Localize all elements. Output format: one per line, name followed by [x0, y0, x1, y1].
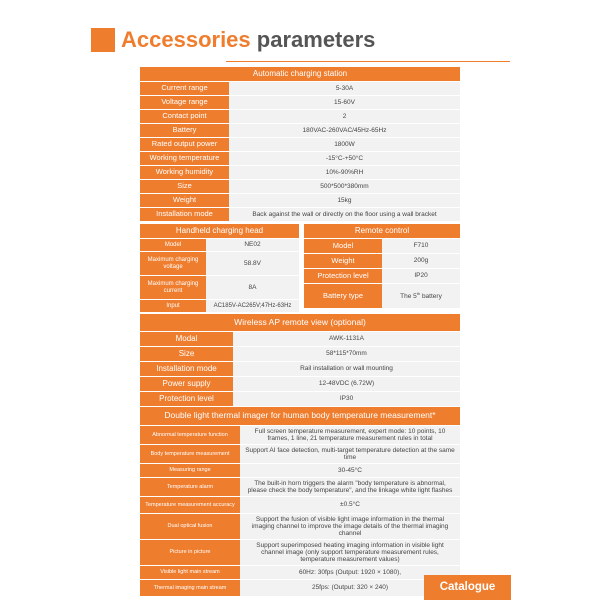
- thermal-value-thermal-stream: 25fps: (Output: 320 × 240): [240, 580, 460, 596]
- thermal-label-accuracy: Temperature measurement accuracy: [140, 497, 240, 513]
- remote-control-table: [304, 223, 460, 309]
- station-value-weight: 15kg: [229, 194, 460, 207]
- handheld-value-model: NE02: [206, 239, 299, 251]
- wireless-value-modal: AWK-1131A: [233, 332, 460, 346]
- thermal-imager-table: [140, 406, 460, 597]
- header-square-decoration: [91, 28, 115, 52]
- station-value-current: 5-30A: [229, 82, 460, 95]
- thermal-value-abnormal-temperature: Full screen temperature measurement, expert mode: 10 points, 10 frames, 1 line, 21 temperature measurement rules in total: [240, 426, 460, 444]
- station-label-power: Rated output power: [140, 138, 229, 151]
- thermal-label-abnormal-temperature: Abnormal temperature function: [140, 426, 240, 444]
- remote-label-protection: Protection level: [304, 269, 382, 283]
- handheld-value-input: AC185V-AC265V;47Hz-63Hz: [206, 300, 299, 312]
- thermal-label-measuring-range: Measuring range: [140, 464, 240, 477]
- remote-label-weight: Weight: [304, 254, 382, 268]
- handheld-label-max-voltage: Maximum charging voltage: [140, 252, 206, 275]
- station-value-installation: Back against the wall or directly on the floor using a wall bracket: [229, 208, 460, 221]
- wireless-ap-table: [140, 313, 460, 407]
- handheld-value-max-current: 8A: [206, 276, 299, 299]
- station-value-contact: 2: [229, 110, 460, 123]
- station-value-power: 1800W: [229, 138, 460, 151]
- wireless-value-size: 58*115*70mm: [233, 347, 460, 361]
- page-title-rest: parameters: [256, 27, 376, 52]
- wireless-ap-title: Wireless AP remote view (optional): [140, 314, 460, 331]
- station-value-voltage: 15-60V: [229, 96, 460, 109]
- thermal-label-temperature-alarm: Temperature alarm: [140, 478, 240, 496]
- thermal-label-thermal-stream: Thermal imaging main stream: [140, 580, 240, 596]
- remote-label-battery: Battery type: [304, 284, 382, 308]
- thermal-label-picture-in-picture: Picture in picture: [140, 540, 240, 565]
- wireless-label-size: Size: [140, 347, 233, 361]
- station-label-weight: Weight: [140, 194, 229, 207]
- page-title: [121, 27, 375, 53]
- thermal-value-accuracy: ±0.5°C: [240, 497, 460, 513]
- remote-label-model: Model: [304, 239, 382, 253]
- thermal-label-visible-stream: Visible light main stream: [140, 566, 240, 579]
- station-label-contact: Contact point: [140, 110, 229, 123]
- station-label-voltage: Voltage range: [140, 96, 229, 109]
- thermal-imager-title: Double light thermal imager for human body temperature measurement*: [140, 407, 460, 425]
- station-label-battery: Battery: [140, 124, 229, 137]
- thermal-label-dual-optical-fusion: Dual optical fusion: [140, 514, 240, 539]
- thermal-value-visible-stream: 60Hz: 30fps (Output: 1920 × 1080),: [240, 566, 460, 579]
- station-value-temperature: -15°C-+50°C: [229, 152, 460, 165]
- handheld-head-title: Handheld charging head: [140, 224, 299, 238]
- station-label-size: Size: [140, 180, 229, 193]
- station-label-humidity: Working humidity: [140, 166, 229, 179]
- remote-value-model: F710: [382, 239, 460, 253]
- remote-value-protection: IP20: [382, 269, 460, 283]
- remote-battery-text-pre: The 5: [400, 292, 417, 300]
- handheld-label-max-current: Maximum charging current: [140, 276, 206, 299]
- remote-battery-text-post: battery: [420, 292, 442, 300]
- thermal-value-temperature-alarm: The built-in horn triggers the alarm "body temperature is abnormal, please check the body temperature", and the linkage white light flashes: [240, 478, 460, 496]
- station-label-current: Current range: [140, 82, 229, 95]
- station-value-battery: 180VAC-260VAC/45Hz-65Hz: [229, 124, 460, 137]
- page-title-accent: Accessories: [121, 27, 251, 52]
- handheld-value-max-voltage: 58.8V: [206, 252, 299, 275]
- remote-battery-text-sup: th: [416, 290, 421, 296]
- station-label-installation: Installation mode: [140, 208, 229, 221]
- remote-value-weight: 200g: [382, 254, 460, 268]
- handheld-label-model: Model: [140, 239, 206, 251]
- handheld-head-table: [140, 223, 299, 313]
- thermal-value-dual-optical-fusion: Support the fusion of visible light image information in the thermal imaging channel to improve the image details of the thermal imaging channel: [240, 514, 460, 539]
- wireless-label-modal: Modal: [140, 332, 233, 346]
- charging-station-title: Automatic charging station: [140, 67, 460, 81]
- wireless-value-power: 12-48VDC (6.72W): [233, 377, 460, 391]
- wireless-label-protection: Protection level: [140, 392, 233, 406]
- header-rule: [226, 61, 510, 62]
- wireless-label-power: Power supply: [140, 377, 233, 391]
- thermal-label-body-temperature: Body temperature measurement: [140, 445, 240, 463]
- thermal-value-body-temperature: Support AI face detection, multi-target temperature detection at the same time: [240, 445, 460, 463]
- wireless-value-protection: IP30: [233, 392, 460, 406]
- charging-station-table: [140, 66, 460, 222]
- remote-control-title: Remote control: [304, 224, 460, 238]
- handheld-label-input: Input: [140, 300, 206, 312]
- catalogue-tab[interactable]: Catalogue: [424, 575, 511, 600]
- wireless-value-installation: Rail installation or wall mounting: [233, 362, 460, 376]
- station-value-humidity: 10%-90%RH: [229, 166, 460, 179]
- station-label-temperature: Working temperature: [140, 152, 229, 165]
- wireless-label-installation: Installation mode: [140, 362, 233, 376]
- remote-value-battery: [382, 284, 460, 308]
- thermal-value-measuring-range: 30-45°C: [240, 464, 460, 477]
- thermal-value-picture-in-picture: Support superimposed heating imaging information in visible light channel image (only support temperature measurement rules, temperature measurement values): [240, 540, 460, 565]
- station-value-size: 500*500*380mm: [229, 180, 460, 193]
